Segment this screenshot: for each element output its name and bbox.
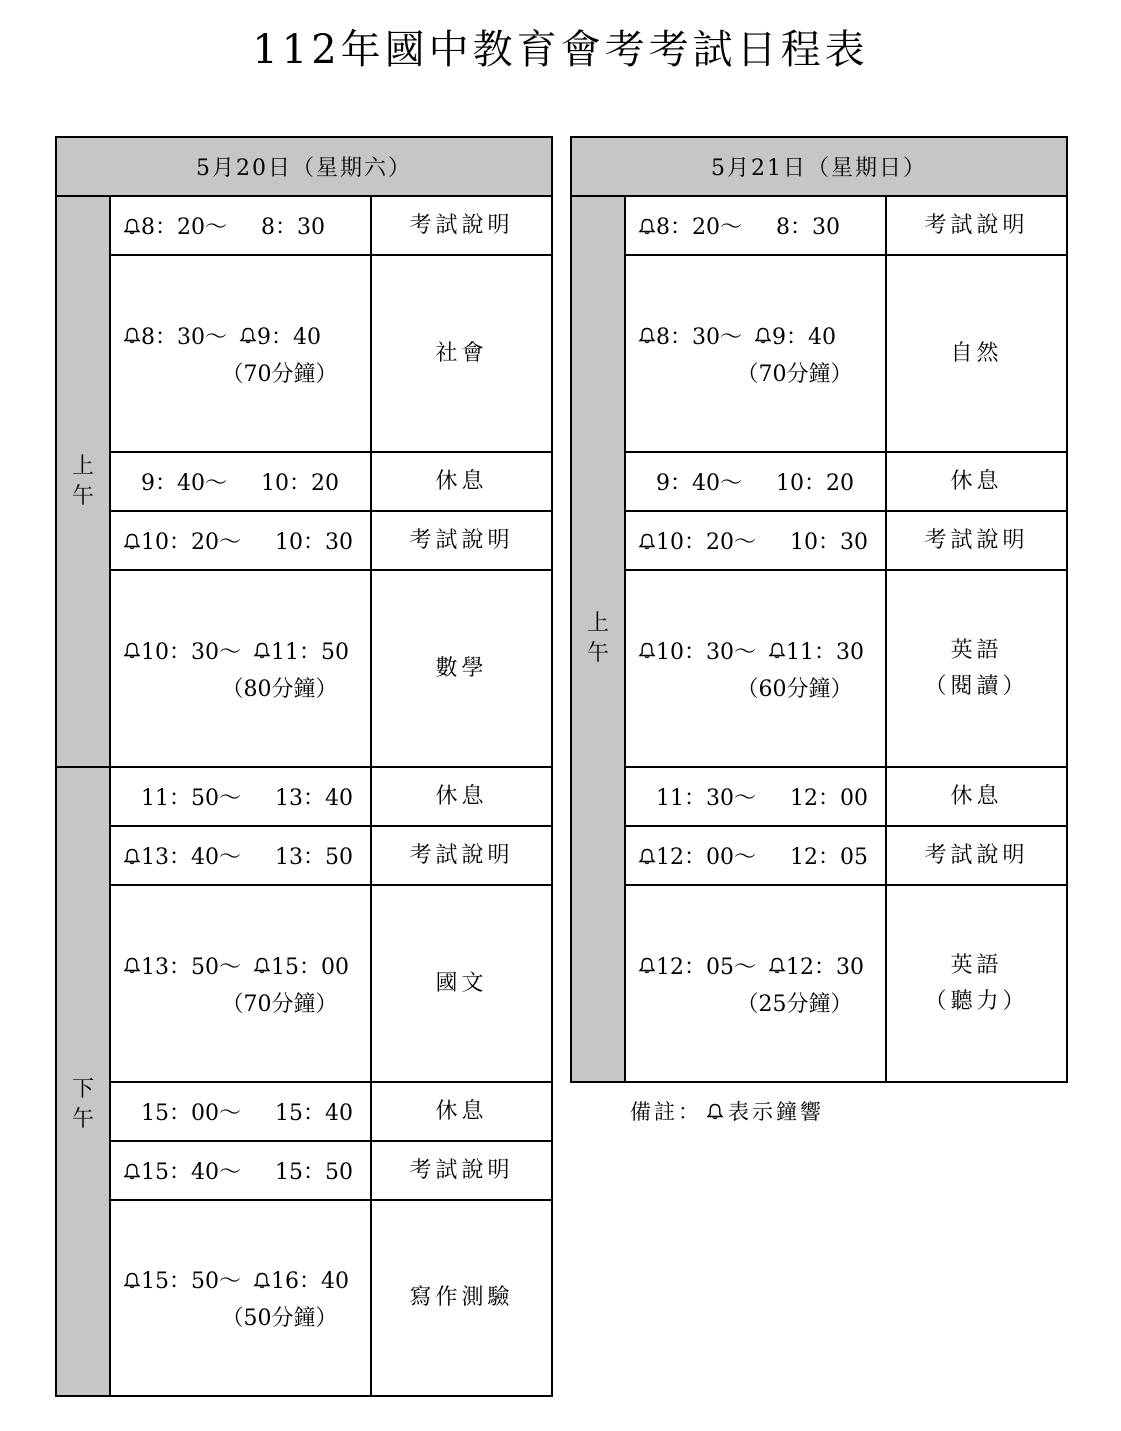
time-start: 12：00～ (656, 845, 756, 870)
day2-morning-label (571, 196, 625, 1082)
subject-name: 考試說明 (924, 527, 1029, 553)
duration: （50分鐘） (221, 1306, 338, 1331)
time-end: 15：40 (275, 1101, 353, 1126)
subject-name: 考試說明 (409, 527, 514, 553)
subject-part: （閱讀） (924, 673, 1029, 699)
day2-header: 5月21日（星期日） (571, 137, 1067, 196)
time-end: 15：00 (271, 954, 349, 980)
subject-cell (371, 255, 552, 452)
bell-spacer (123, 471, 141, 493)
bell-icon (123, 639, 141, 661)
time-end: 12：05 (790, 845, 868, 870)
subject-part: （聽力） (924, 988, 1029, 1014)
time-start: 11：30～ (656, 786, 756, 811)
time-cell (110, 1200, 371, 1396)
time-end: 16：40 (271, 1269, 349, 1294)
bell-icon (706, 1102, 724, 1120)
bell-spacer (123, 1101, 141, 1123)
time-cell (625, 885, 886, 1082)
duration: （70分鐘） (736, 361, 853, 387)
time-cell (625, 196, 886, 255)
day1-afternoon-text: 下午 (71, 1077, 94, 1132)
bell-icon (754, 324, 772, 346)
bell-icon (123, 845, 141, 867)
bell-icon (253, 639, 271, 661)
bell-icon (253, 954, 271, 976)
bell-icon (123, 215, 141, 237)
time-end: 10：20 (261, 471, 339, 496)
bell-icon (123, 954, 141, 976)
time-start: 15：50～ (141, 1269, 241, 1294)
bell-icon (638, 845, 656, 867)
time-end: 15：50 (275, 1160, 353, 1185)
subject-cell (371, 767, 552, 826)
time-start: 11：50～ (141, 786, 241, 811)
time-end: 12：30 (786, 954, 864, 980)
bell-icon (123, 324, 141, 346)
time-start: 8：20～ (656, 215, 742, 240)
day1-afternoon-label (56, 767, 110, 1396)
time-cell (625, 511, 886, 570)
subject-name: 考試說明 (924, 212, 1029, 238)
subject-name: 考試說明 (409, 1157, 514, 1183)
subject-cell (371, 1141, 552, 1200)
subject-name: 考試說明 (409, 842, 514, 868)
note-suffix: 表示鐘響 (728, 1100, 824, 1124)
time-cell (625, 255, 886, 452)
bell-icon (123, 1160, 141, 1182)
bell-spacer (638, 471, 656, 493)
time-end: 10：30 (275, 530, 353, 555)
subject-cell (371, 826, 552, 885)
subject-cell (371, 1200, 552, 1396)
subject-cell (886, 196, 1067, 255)
time-start: 10：30～ (141, 639, 241, 665)
note-prefix: 備註： (630, 1100, 702, 1124)
subject-cell (886, 452, 1067, 511)
duration: （80分鐘） (221, 676, 338, 702)
subject-name: 休息 (950, 783, 1003, 809)
subject-cell (886, 826, 1067, 885)
subject-cell (371, 196, 552, 255)
time-cell (110, 885, 371, 1082)
time-end: 11：50 (271, 639, 349, 665)
duration: （70分鐘） (221, 361, 338, 387)
day1-morning-text: 上午 (71, 453, 94, 509)
subject-name: 寫作測驗 (409, 1285, 514, 1310)
subject-cell (886, 511, 1067, 570)
subject-cell (886, 767, 1067, 826)
time-cell (625, 452, 886, 511)
day1-morning-label (56, 196, 110, 767)
duration: （25分鐘） (736, 991, 853, 1017)
duration: （70分鐘） (221, 991, 338, 1017)
time-cell (110, 196, 371, 255)
time-start: 15：40～ (141, 1160, 241, 1185)
time-end: 13：50 (275, 845, 353, 870)
time-start: 8：30～ (141, 324, 227, 350)
time-end: 12：00 (790, 786, 868, 811)
subject-name: 英語 (950, 637, 1003, 663)
bell-icon (638, 215, 656, 237)
schedule-table-day2 (570, 136, 1068, 1083)
bell-icon (638, 530, 656, 552)
time-start: 8：30～ (656, 324, 742, 350)
time-cell (625, 826, 886, 885)
bell-icon (638, 954, 656, 976)
bell-icon (638, 639, 656, 661)
time-cell (110, 570, 371, 767)
subject-name: 社會 (435, 340, 488, 366)
bell-icon (638, 324, 656, 346)
subject-name: 英語 (950, 952, 1003, 978)
time-end: 10：20 (776, 471, 854, 496)
time-start: 9：40～ (141, 471, 227, 496)
subject-name: 國文 (435, 970, 488, 996)
day1-header: 5月20日（星期六） (56, 137, 552, 196)
time-end: 8：30 (261, 215, 325, 240)
bell-icon (123, 530, 141, 552)
time-end: 9：40 (772, 324, 836, 350)
time-start: 10：30～ (656, 639, 756, 665)
subject-cell (371, 885, 552, 1082)
time-start: 15：00～ (141, 1101, 241, 1126)
subject-cell (886, 570, 1067, 767)
subject-name: 休息 (435, 468, 488, 494)
time-start: 13：40～ (141, 845, 241, 870)
time-cell (110, 452, 371, 511)
bell-icon (239, 324, 257, 346)
time-cell (110, 1141, 371, 1200)
time-cell (110, 511, 371, 570)
duration: （60分鐘） (736, 676, 853, 702)
time-cell (110, 826, 371, 885)
subject-name: 自然 (950, 340, 1003, 366)
page-title: 112年國中教育會考考試日程表 (252, 27, 869, 73)
time-start: 13：50～ (141, 954, 241, 980)
subject-name: 休息 (435, 1098, 488, 1124)
subject-cell (371, 511, 552, 570)
time-cell (110, 767, 371, 826)
time-start: 9：40～ (656, 471, 742, 496)
subject-cell (886, 255, 1067, 452)
time-end: 13：40 (275, 786, 353, 811)
time-cell (625, 767, 886, 826)
time-cell (110, 1082, 371, 1141)
bell-icon (123, 1269, 141, 1291)
time-end: 11：30 (786, 639, 864, 665)
time-end: 8：30 (776, 215, 840, 240)
bell-icon (253, 1269, 271, 1291)
subject-name: 休息 (435, 783, 488, 809)
time-cell (110, 255, 371, 452)
day2-morning-text: 上午 (586, 611, 609, 666)
legend-note (630, 1096, 824, 1126)
schedule-table-day1 (55, 136, 553, 1397)
subject-name: 休息 (950, 468, 1003, 494)
bell-spacer (123, 786, 141, 808)
bell-icon (768, 639, 786, 661)
subject-name: 數學 (435, 655, 488, 681)
bell-icon (768, 954, 786, 976)
time-cell (625, 570, 886, 767)
time-end: 10：30 (790, 530, 868, 555)
time-start: 10：20～ (656, 530, 756, 555)
subject-cell (371, 452, 552, 511)
time-start: 10：20～ (141, 530, 241, 555)
time-start: 12：05～ (656, 954, 756, 980)
subject-name: 考試說明 (924, 842, 1029, 868)
time-start: 8：20～ (141, 215, 227, 240)
subject-cell (371, 1082, 552, 1141)
bell-spacer (638, 786, 656, 808)
time-end: 9：40 (257, 324, 321, 350)
subject-cell (886, 885, 1067, 1082)
subject-cell (371, 570, 552, 767)
subject-name: 考試說明 (409, 212, 514, 238)
